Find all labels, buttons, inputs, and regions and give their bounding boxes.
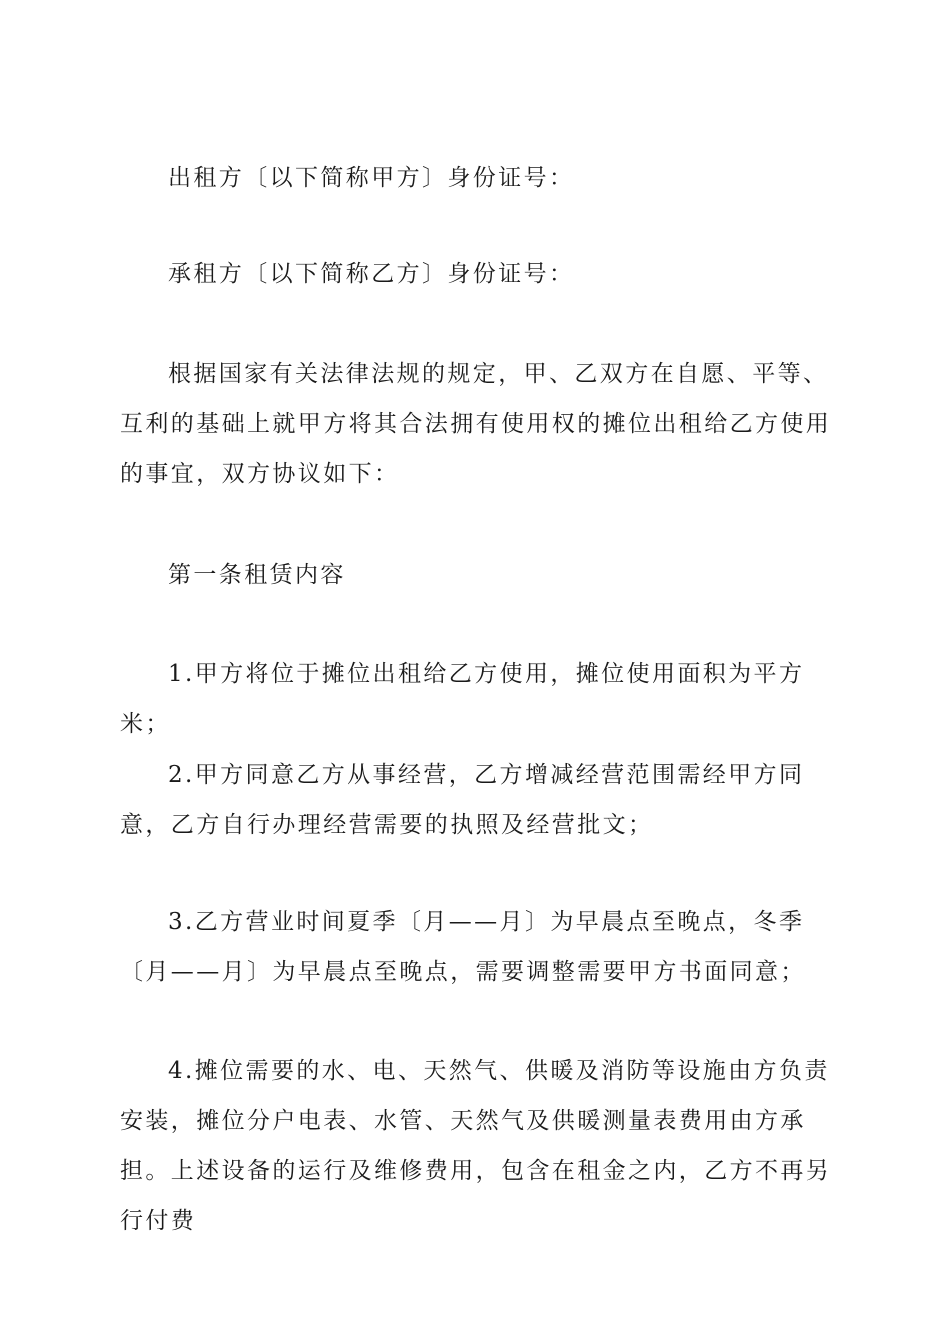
agreement-preamble: 根据国家有关法律法规的规定，甲、乙双方在自愿、平等、互利的基础上就甲方将其合法拥有使用权的摊位出租给乙方使用的事宜，双方协议如下： [120,361,832,487]
clause-2: 2.甲方同意乙方从事经营，乙方增减经营范围需经甲方同意，乙方自行办理经营需要的执照及经营批文； [120,762,805,838]
clause-3: 3.乙方营业时间夏季〔月——月〕为早晨点至晚点，冬季〔月——月〕为早晨点至晚点，需要调整需要甲方书面同意； [120,909,806,985]
lessee-id-line: 承租方〔以下简称乙方〕身份证号： [168,261,575,287]
clause-1: 1.甲方将位于摊位出租给乙方使用，摊位使用面积为平方米； [120,661,805,737]
article-one-heading: 第一条租赁内容 [168,562,346,588]
clause-4: 4.摊位需要的水、电、天然气、供暖及消防等设施由方负责安装，摊位分户电表、水管、天然气及供暖测量表费用由方承担。上述设备的运行及维修费用，包含在租金之内，乙方不再另行付费 [120,1058,832,1234]
lessor-id-line: 出租方〔以下简称甲方〕身份证号： [168,165,575,191]
